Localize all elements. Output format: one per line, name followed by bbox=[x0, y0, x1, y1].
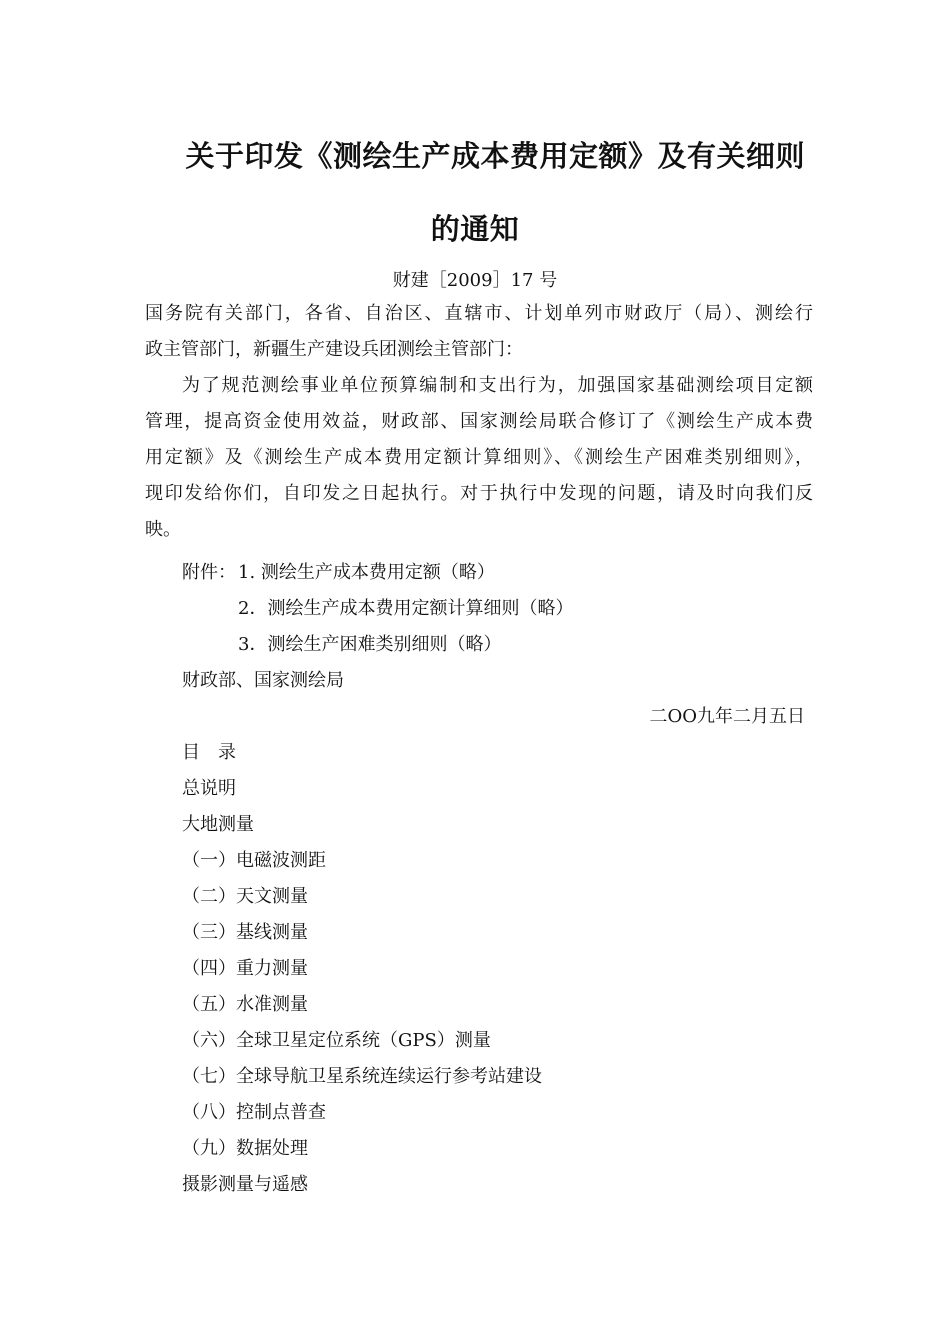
issue-date: 二OO九年二月五日 bbox=[649, 706, 805, 727]
toc-item: （二）天文测量 bbox=[182, 886, 308, 907]
addressee-line: 国务院有关部门，各省、自治区、直辖市、计划单列市财政厅（局）、测绘行 bbox=[145, 303, 813, 324]
body-line: 为了规范测绘事业单位预算编制和支出行为，加强国家基础测绘项目定额 bbox=[182, 375, 813, 396]
toc-heading: 目 录 bbox=[182, 742, 236, 763]
toc-item: （九）数据处理 bbox=[182, 1138, 308, 1159]
toc-item: 大地测量 bbox=[182, 814, 254, 835]
body-paragraph bbox=[145, 368, 813, 548]
toc-item: （八）控制点普查 bbox=[182, 1102, 326, 1123]
body-line: 管理，提高资金使用效益，财政部、国家测绘局联合修订了《测绘生产成本费 bbox=[145, 411, 813, 432]
toc-item: （七）全球导航卫星系统连续运行参考站建设 bbox=[182, 1066, 542, 1087]
attachments-label: 附件： bbox=[182, 562, 236, 583]
body-line: 映。 bbox=[145, 519, 181, 540]
toc-item: （一）电磁波测距 bbox=[182, 850, 326, 871]
body-line: 现印发给你们，自印发之日起执行。对于执行中发现的问题，请及时向我们反 bbox=[145, 483, 813, 504]
body-line: 用定额》及《测绘生产成本费用定额计算细则》、《测绘生产困难类别细则》， bbox=[145, 447, 813, 468]
document-number: 财建［2009］17 号 bbox=[392, 270, 558, 291]
document-title-line-2: 的通知 bbox=[430, 212, 520, 246]
attachment-item: 1. 测绘生产成本费用定额（略） bbox=[238, 562, 495, 583]
attachment-item: 3．测绘生产困难类别细则（略） bbox=[238, 634, 502, 655]
document-title-line-1: 关于印发《测绘生产成本费用定额》及有关细则 bbox=[185, 139, 805, 173]
toc-item: 总说明 bbox=[182, 778, 236, 799]
toc-item: 摄影测量与遥感 bbox=[182, 1174, 308, 1195]
toc-item: （五）水准测量 bbox=[182, 994, 308, 1015]
issuer: 财政部、国家测绘局 bbox=[182, 670, 344, 691]
toc-item: （四）重力测量 bbox=[182, 958, 308, 979]
toc-item: （六）全球卫星定位系统（GPS）测量 bbox=[182, 1030, 491, 1051]
addressee-line: 政主管部门，新疆生产建设兵团测绘主管部门： bbox=[145, 339, 523, 360]
addressee bbox=[145, 296, 813, 368]
toc-item: （三）基线测量 bbox=[182, 922, 308, 943]
attachment-item: 2．测绘生产成本费用定额计算细则（略） bbox=[238, 598, 574, 619]
